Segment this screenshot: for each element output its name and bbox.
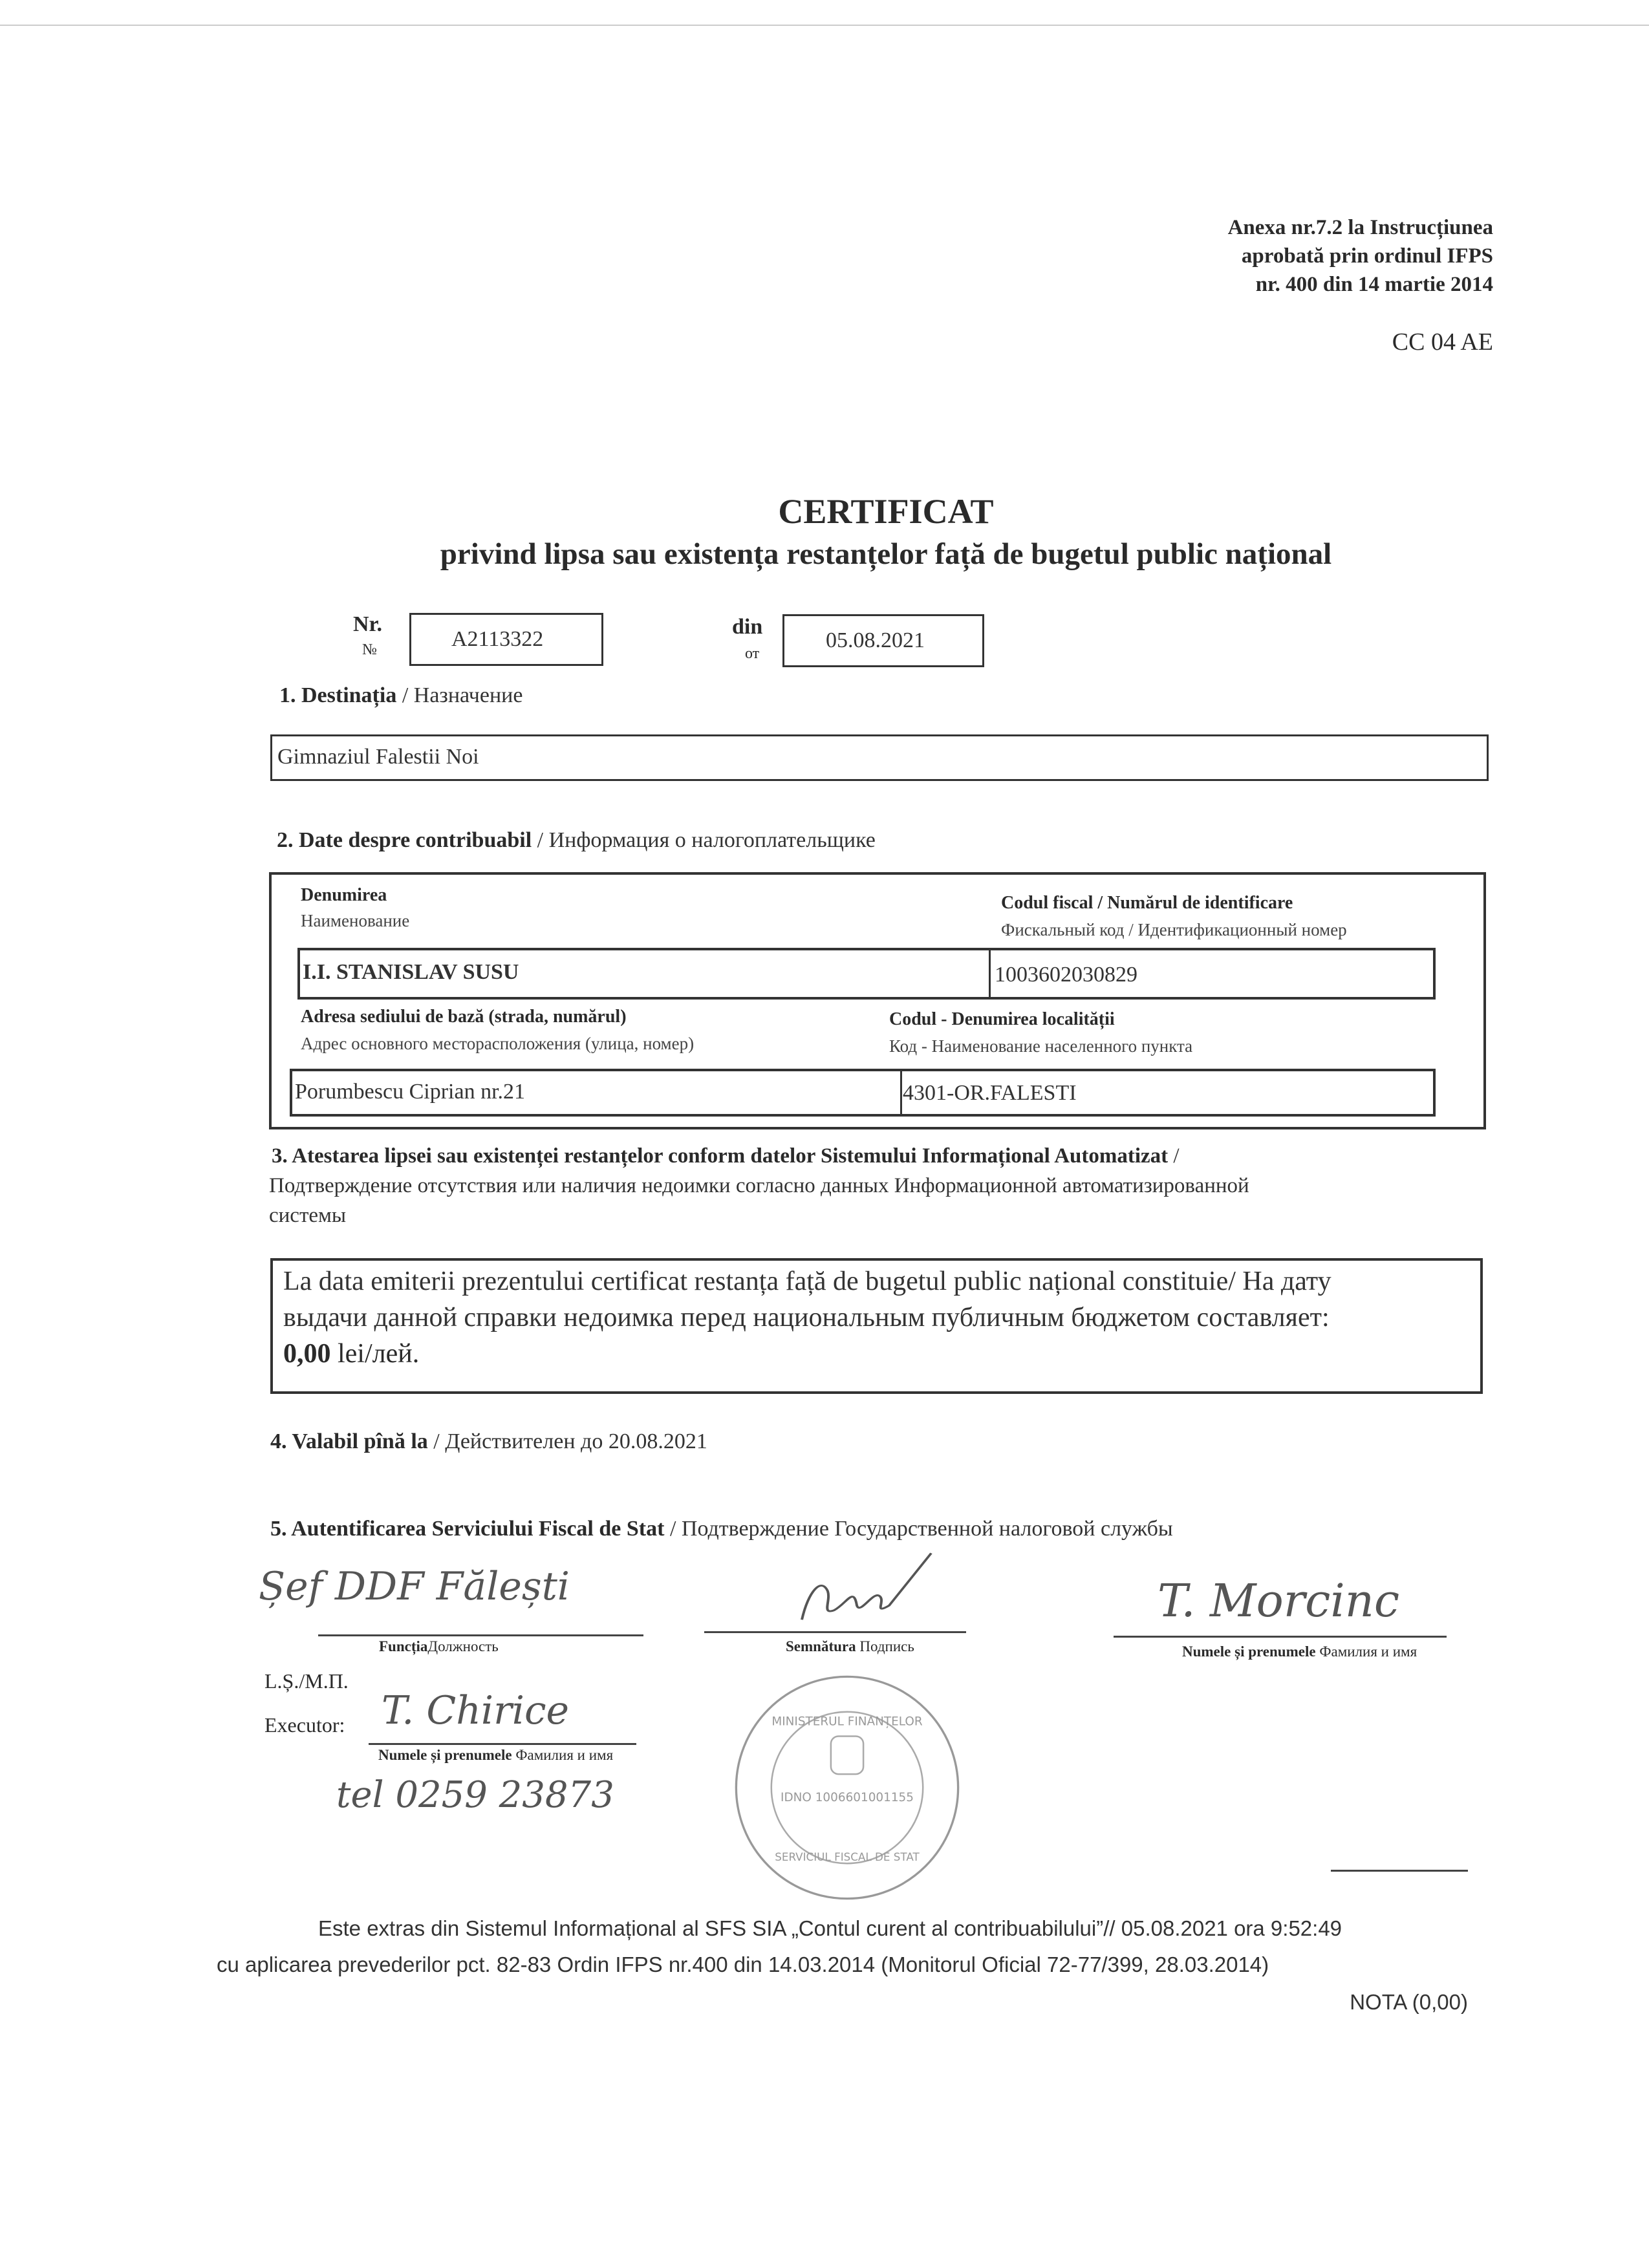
section-5-title-ru: / Подтверждение Государственной налоговой службы [664, 1517, 1173, 1541]
locality-value: 4301-OR.FALESTI [903, 1081, 1077, 1105]
executor-label: Executor: [264, 1713, 345, 1737]
annex-reference [1228, 213, 1493, 299]
position-label [379, 1638, 499, 1655]
locality-divider [900, 1071, 902, 1117]
section-3-title-ru-1: Подтверждение отсутствия или наличия недоимки согласно данных Информационной автоматизированной [269, 1174, 1249, 1197]
address-locality-row [290, 1069, 1436, 1117]
attestation-text-1: La data emiterii prezentului certificat restanța față de bugetul public național constituie/ На дату [283, 1267, 1331, 1296]
section-1-title [279, 683, 523, 708]
footer-line [1331, 1870, 1468, 1872]
fiscal-code-label: Codul fiscal / Numărul de identificare [1001, 893, 1293, 913]
section-5-title-ro: 5. Autentificarea Serviciului Fiscal de Stat [270, 1517, 665, 1541]
executor-name-label-ro: Numele și prenumele [378, 1747, 512, 1763]
attestation-text-2: выдачи данной справки недоимка перед национальным публичным бюджетом составляет: [283, 1303, 1330, 1332]
fiscal-code-label-ru: Фискальный код / Идентификационный номер [1001, 920, 1347, 939]
address-value: Porumbescu Ciprian nr.21 [295, 1080, 526, 1104]
position-line [318, 1634, 643, 1636]
number-label: Nr. [353, 612, 383, 636]
executor-name-handwritten: T. Chirice [382, 1688, 570, 1733]
stamp-inner-ring [771, 1712, 923, 1863]
fiscal-code-value: 1003602030829 [995, 963, 1137, 987]
section-5-title [270, 1516, 1173, 1541]
annex-line-1: Anexa nr.7.2 la Instrucțiunea [1227, 216, 1493, 239]
section-3-title-ru-2: системы [269, 1204, 347, 1227]
date-value: 05.08.2021 [826, 628, 925, 652]
scan-edge-line [0, 25, 1649, 26]
address-label-ru: Адрес основного месторасположения (улица, номер) [301, 1034, 695, 1053]
annex-line-2: aprobată prin ordinul IFPS [1241, 244, 1493, 268]
name-label: Denumirea [301, 885, 387, 905]
taxpayer-info-box [269, 872, 1486, 1129]
section-3-title [272, 1144, 1180, 1169]
name-label-ru: Наименование [301, 911, 410, 930]
footer-line-1: Este extras din Sistemul Informațional al SFS SIA „Contul curent al contribuabilului”// 05.08.2021 ora 9:52:49 [318, 1916, 1342, 1940]
head-name-handwritten: T. Morcinc [1158, 1574, 1400, 1627]
document-title: CERTIFICAT [778, 492, 994, 531]
number-field [409, 613, 603, 666]
position-label-ro: Funcția [379, 1638, 428, 1654]
date-field [782, 614, 984, 667]
section-1-title-ro: 1. Destinația [279, 683, 397, 707]
section-3-title-ro: 3. Atestarea lipsei sau existenței restanțelor conform datelor Sistemului Informațional Automatizat [272, 1144, 1169, 1168]
position-label-ru: Должность [427, 1638, 499, 1654]
signature-line [704, 1631, 966, 1633]
signature-label [786, 1638, 914, 1655]
head-name-label [1182, 1643, 1417, 1660]
phone-handwritten: tel 0259 23873 [336, 1774, 614, 1816]
locality-label-ru: Код - Наименование населенного пункта [889, 1036, 1193, 1056]
head-name-line [1114, 1636, 1447, 1638]
stamp-coat-of-arms-icon [831, 1736, 863, 1774]
destination-value: Gimnaziul Falestii Noi [277, 745, 479, 769]
name-fiscal-row [297, 948, 1436, 1000]
head-name-label-ru: Фамилия и имя [1319, 1643, 1417, 1660]
annex-line-3: nr. 400 din 14 martie 2014 [1255, 273, 1493, 296]
section-3-title-sep: / [1168, 1144, 1180, 1168]
head-name-label-ro: Numele și prenumele [1182, 1643, 1316, 1660]
section-2-title [277, 828, 876, 853]
section-4-title-ro: 4. Valabil pînă la [270, 1429, 428, 1453]
footer-note: NOTA (0,00) [1350, 1990, 1468, 2014]
document-subtitle: privind lipsa sau existența restanțelor față de bugetul public național [440, 537, 1332, 571]
locality-label: Codul - Denumirea localității [889, 1009, 1115, 1029]
stamp-top-text: MINISTERUL FINANȚELOR [771, 1715, 923, 1729]
taxpayer-name-value: I.I. STANISLAV SUSU [303, 960, 519, 984]
debt-attestation-box [270, 1258, 1483, 1394]
section-4-title [270, 1429, 707, 1454]
seal-label: L.Ș./М.П. [264, 1669, 349, 1693]
date-label-ru: от [745, 645, 760, 662]
official-stamp [731, 1671, 964, 1904]
executor-name-label-ru: Фамилия и имя [515, 1747, 614, 1763]
address-label: Adresa sediului de bază (strada, numărul) [301, 1007, 627, 1027]
executor-name-line [369, 1743, 636, 1745]
section-4-validity: / Действителен до 20.08.2021 [427, 1429, 707, 1453]
stamp-idno: IDNO 1006601001155 [781, 1790, 914, 1804]
destination-field [270, 734, 1489, 781]
signature-label-ru: Подпись [859, 1638, 914, 1654]
stamp-outer-ring [736, 1676, 958, 1898]
section-1-title-ru: / Назначение [396, 683, 523, 707]
form-code: CC 04 AE [1392, 328, 1493, 356]
number-value: A2113322 [451, 627, 544, 651]
fiscal-divider [989, 950, 991, 1000]
executor-name-label [378, 1747, 613, 1764]
head-signature [776, 1548, 944, 1629]
attestation-amount-line [283, 1338, 419, 1369]
number-label-ru: № [362, 641, 377, 658]
position-handwritten: Șef DDF Fălești [259, 1564, 570, 1609]
debt-currency: lei/лей. [330, 1339, 420, 1369]
footer-line-2: cu aplicarea prevederilor pct. 82-83 Ordin IFPS nr.400 din 14.03.2014 (Monitorul Oficial 72-77/399, 28.03.2014) [217, 1952, 1269, 1976]
date-label: din [732, 615, 763, 639]
section-2-title-ru: / Информация о налогоплательщике [532, 828, 876, 852]
debt-amount: 0,00 [283, 1339, 331, 1369]
section-2-title-ro: 2. Date despre contribuabil [277, 828, 532, 852]
signature-label-ro: Semnătura [786, 1638, 856, 1654]
stamp-bottom-text: SERVICIUL FISCAL DE STAT [775, 1850, 920, 1864]
